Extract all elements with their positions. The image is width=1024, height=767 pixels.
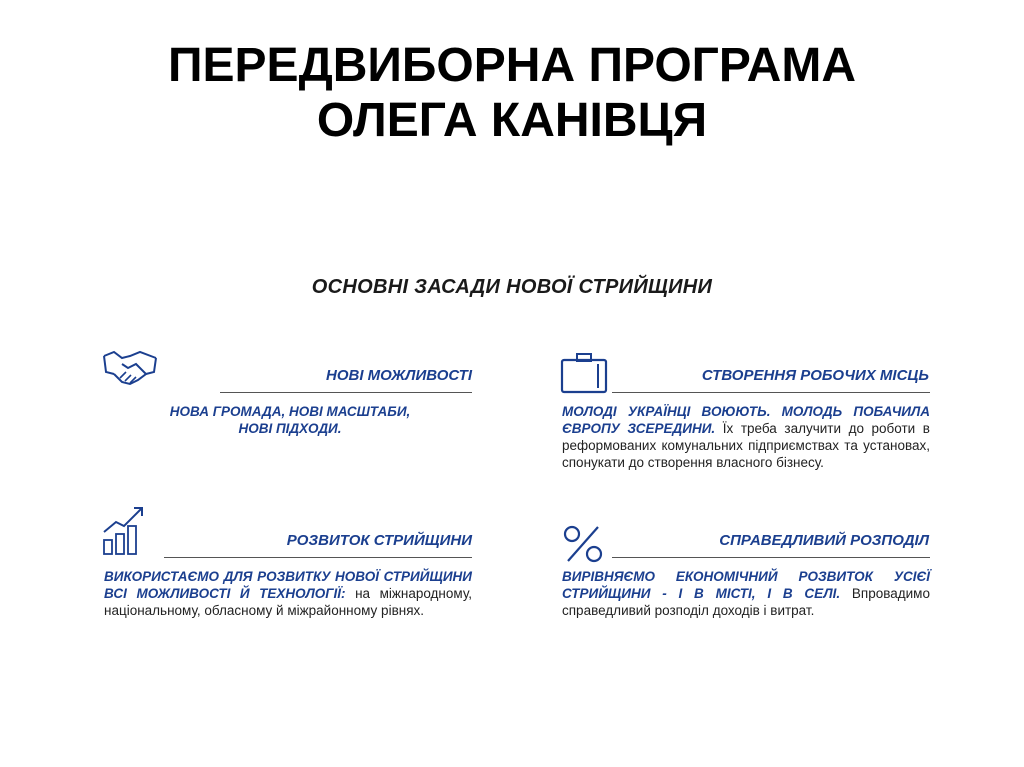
section-emphasis: НОВА ГРОМАДА, НОВІ МАСШТАБИ,: [169, 404, 411, 419]
section-body: [562, 568, 930, 619]
section-divider: [164, 557, 472, 558]
section-text: Їх треба залучити до роботи в реформованих комунальних підприємствах та установах, спонукати до створення власного бізнесу.: [562, 421, 930, 470]
section-emphasis-2: НОВІ ПІДХОДИ.: [238, 421, 342, 436]
section-text: Впровадимо справедливий розподіл доходів і витрат.: [562, 586, 930, 618]
title-line-2: ОЛЕГА КАНІВЦЯ: [316, 94, 708, 147]
section-heading: НОВІ МОЖЛИВОСТІ: [326, 367, 472, 384]
section-heading: СТВОРЕННЯ РОБОЧИХ МІСЦЬ: [701, 367, 929, 384]
section-divider: [612, 557, 930, 558]
section-divider: [220, 392, 472, 393]
section-body: [562, 403, 930, 471]
title-line-1: ПЕРЕДВИБОРНА ПРОГРАМА: [168, 39, 856, 92]
page-title: [0, 38, 1024, 148]
program-subtitle: ОСНОВНІ ЗАСАДИ НОВОЇ СТРИЙЩИНИ: [311, 276, 713, 298]
section-heading: РОЗВИТОК СТРИЙЩИНИ: [286, 532, 472, 549]
briefcase-icon: [560, 352, 608, 394]
section-emphasis: ВИРІВНЯЄМО ЕКОНОМІЧНИЙ РОЗВИТОК УСІЄЇ СТРИЙЩИНИ - І В МІСТІ, І В СЕЛІ.: [562, 569, 930, 601]
section-emphasis: МОЛОДІ УКРАЇНЦІ ВОЮЮТЬ. МОЛОДЬ ПОБАЧИЛА ЄВРОПУ ЗСЕРЕДИНИ.: [562, 404, 930, 436]
handshake-icon: [100, 346, 160, 388]
growth-chart-icon: [100, 502, 148, 556]
section-emphasis: ВИКОРИСТАЄМО ДЛЯ РОЗВИТКУ НОВОЇ СТРИЙЩИНИ ВСІ МОЖЛИВОСТІ Й ТЕХНОЛОГІЇ:: [104, 569, 472, 601]
section-heading: СПРАВЕДЛИВИЙ РОЗПОДІЛ: [719, 532, 929, 549]
percent-icon: [560, 524, 606, 564]
section-text: на міжнародному, національному, обласному й міжрайонному рівнях.: [104, 586, 472, 618]
section-body: [104, 568, 472, 619]
section-body: [120, 403, 460, 437]
section-divider: [612, 392, 930, 393]
